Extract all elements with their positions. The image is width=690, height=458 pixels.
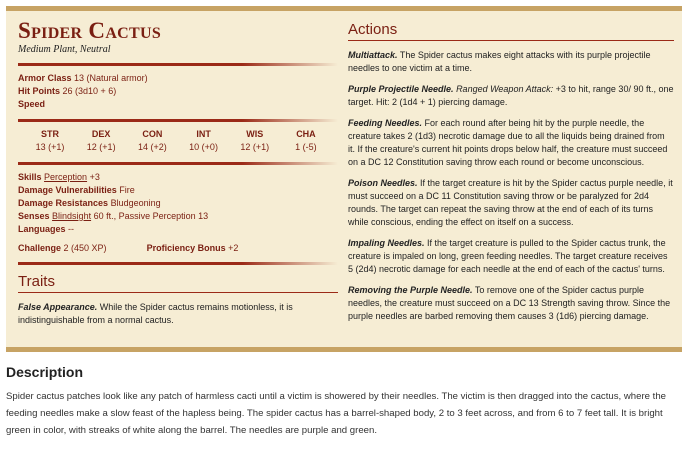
action-poison-needles — [348, 177, 674, 229]
action-title: Poison Needles. — [348, 178, 418, 188]
action-text: If the target creature is hit by the Spider cactus purple needle, it must succeed on a DC 11 Constitution saving throw or be paralyzed for 2d4 rounds. The target can repeat the saving throw at the end of each of its turns while conscious, ending the effect on itself on a success. — [348, 178, 673, 227]
trait-false-appearance — [18, 301, 338, 327]
creature-name: Spider Cactus — [18, 18, 162, 43]
ability-score: 14 (+2) — [137, 142, 167, 152]
stat-block — [6, 6, 682, 352]
ability-name: WIS — [246, 129, 264, 139]
challenge — [18, 242, 107, 255]
ability-name: CON — [142, 129, 163, 139]
trait-title: False Appearance. — [18, 302, 98, 312]
stat-block-left-column — [18, 19, 338, 327]
senses-value: 60 ft., Passive Perception 13 — [91, 211, 209, 221]
ability-dex — [77, 128, 125, 154]
damage-vulnerabilities — [18, 184, 338, 197]
armor-class — [18, 72, 338, 85]
action-removing-purple-needle — [348, 284, 674, 323]
ability-score: 12 (+1) — [240, 142, 270, 152]
armor-class-value: 13 (Natural armor) — [74, 73, 148, 83]
stat-block-right-column — [348, 19, 674, 323]
action-title: Purple Projectile Needle. — [348, 84, 454, 94]
challenge-label: Challenge — [18, 243, 62, 253]
ability-name: CHA — [296, 129, 316, 139]
languages — [18, 223, 338, 236]
action-text: The Spider cactus makes eight attacks with its purple projectile needles to one victim at a time. — [348, 50, 651, 73]
blindsight-link[interactable]: Blindsight — [52, 211, 92, 221]
senses-label: Senses — [18, 211, 50, 221]
ability-cha — [282, 128, 330, 154]
vulnerabilities-label: Damage Vulnerabilities — [18, 185, 117, 195]
actions-heading: Actions — [348, 21, 674, 41]
ability-name: STR — [41, 129, 59, 139]
speed — [18, 98, 338, 111]
skills-value: +3 — [87, 172, 100, 182]
challenge-value: 2 (450 XP) — [63, 243, 107, 253]
action-text: For each round after being hit by the purple needle, the creature takes 2 (1d3) necrotic damage due to all the liquids being drained from it. If the creature's current hit points drops below half, the creature must succeed on a DC 12 Constitution saving throw each round or become unconscious. — [348, 118, 668, 167]
action-title: Feeding Needles. — [348, 118, 423, 128]
divider — [18, 262, 338, 265]
action-multiattack — [348, 49, 674, 75]
traits-heading: Traits — [18, 273, 338, 293]
action-impaling-needles — [348, 237, 674, 276]
action-text: If the target creature is pulled to the Spider cactus trunk, the creature is impaled on long, green feeding needles. The target creature receives 5 (2d4) necrotic damage for each needle at the end of each of the cactus' turns. — [348, 238, 668, 274]
action-text: To remove one of the Spider cactus purple needles, the creature must succeed on a DC 13 Strength saving throw. Since the purple needles are barbed removing them causes 3 (1d6) piercing damage. — [348, 285, 671, 321]
speed-label: Speed — [18, 99, 46, 109]
hit-points-label: Hit Points — [18, 86, 60, 96]
ability-con — [128, 128, 176, 154]
resistances-label: Damage Resistances — [18, 198, 109, 208]
hit-points — [18, 85, 338, 98]
divider — [18, 162, 338, 165]
ability-score: 12 (+1) — [86, 142, 116, 152]
ability-int — [180, 128, 228, 154]
divider — [18, 63, 338, 66]
hit-points-value: 26 (3d10 + 6) — [62, 86, 117, 96]
ability-name: INT — [196, 129, 211, 139]
description-heading: Description — [6, 364, 84, 380]
perception-link[interactable]: Perception — [44, 172, 88, 182]
ability-scores — [18, 128, 338, 154]
description-text: Spider cactus patches look like any patch of harmless cacti until a victim is showered by their needles. The victim is then dragged into the cactus, where the feeding needles make a slow feast of the hapless being. The spider cactus has a barrel-shaped body, 2 to 3 feet across, and from 6 to 7 feet tall. It is bright green in color, with streaks of white along the barrel. The needles are purple and green. — [6, 391, 666, 436]
languages-value: -- — [68, 224, 75, 234]
action-title: Impaling Needles. — [348, 238, 425, 248]
ability-wis — [231, 128, 279, 154]
action-purple-projectile-needle — [348, 83, 674, 109]
action-title: Removing the Purple Needle. — [348, 285, 473, 295]
proficiency-label: Proficiency Bonus — [146, 243, 226, 253]
damage-resistances — [18, 197, 338, 210]
resistances-value: Bludgeoning — [110, 198, 161, 208]
trait-text: While the Spider cactus remains motionless, it is indistinguishable from a normal cactus. — [18, 302, 293, 325]
languages-label: Languages — [18, 224, 66, 234]
armor-class-label: Armor Class — [18, 73, 72, 83]
vulnerabilities-value: Fire — [119, 185, 135, 195]
divider — [18, 119, 338, 122]
ability-score: 10 (+0) — [189, 142, 218, 152]
ability-str — [26, 128, 74, 154]
skills-label: Skills — [18, 172, 42, 182]
ability-score: 13 (+1) — [35, 142, 65, 152]
action-title: Multiattack. — [348, 50, 398, 60]
senses — [18, 210, 338, 223]
ability-score: 1 (-5) — [295, 142, 317, 152]
creature-type: Medium Plant, Neutral — [18, 44, 111, 55]
proficiency-value: +2 — [228, 243, 239, 253]
action-feeding-needles — [348, 117, 674, 169]
action-text: +3 to hit, range 30/ 90 ft., one target. Hit: 2 (1d4 + 1) piercing damage. — [348, 84, 674, 107]
proficiency-bonus — [147, 242, 239, 255]
ability-name: DEX — [91, 129, 111, 139]
skills — [18, 171, 338, 184]
challenge-row — [18, 242, 338, 255]
action-attack-type: Ranged Weapon Attack: — [456, 84, 554, 94]
